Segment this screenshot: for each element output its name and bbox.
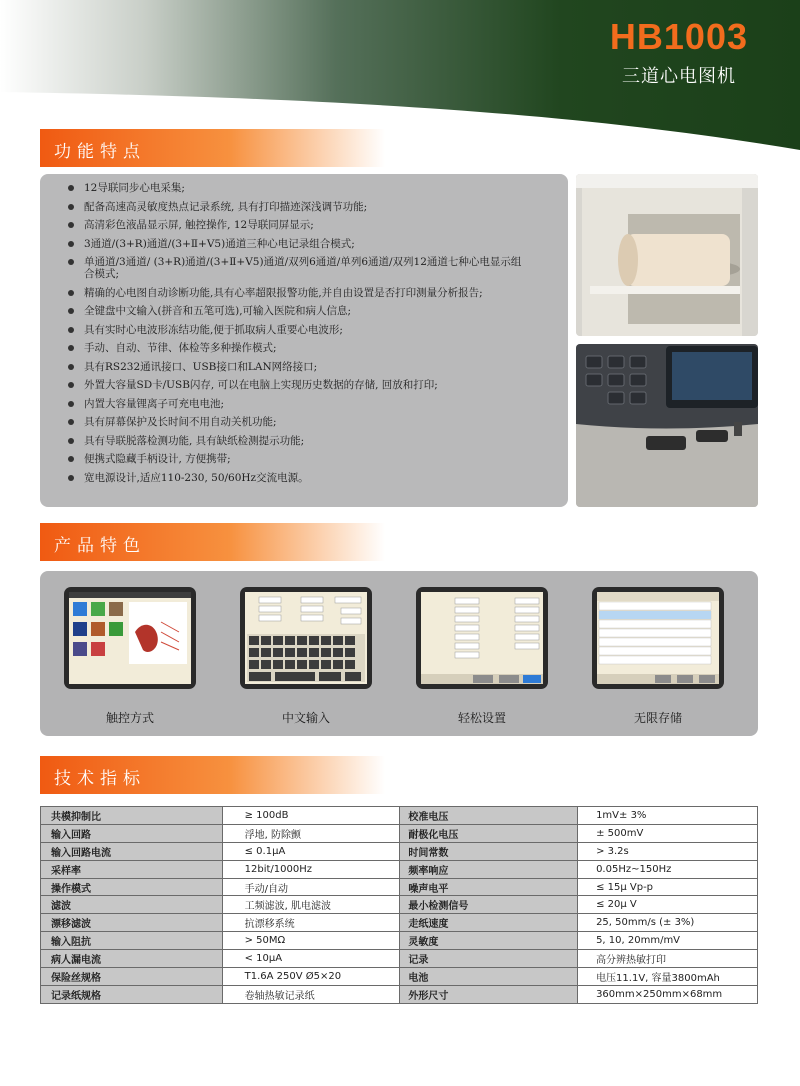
feature-item: 具有实时心电波形冻结功能,便于抓取病人重要心电波形; — [68, 324, 524, 336]
section-title: 功能特点 — [54, 142, 146, 162]
spec-value: 抗漂移系统 — [222, 914, 400, 932]
highlight-caption: 轻松设置 — [457, 711, 506, 725]
spec-label: 病人漏电流 — [41, 950, 223, 968]
spec-label: 电池 — [400, 968, 578, 986]
tablet-touch — [64, 587, 196, 689]
highlight-caption: 触控方式 — [105, 711, 154, 725]
spec-value: 360mm×250mm×68mm — [578, 985, 758, 1003]
spec-label: 耐极化电压 — [400, 824, 578, 842]
spec-table — [40, 806, 758, 1004]
spec-value: 高分辨热敏打印 — [578, 950, 758, 968]
table-row — [41, 914, 758, 932]
table-row — [41, 860, 758, 878]
feature-item: 外置大容量SD卡/USB闪存, 可以在电脑上实现历史数据的存储, 回放和打印; — [68, 379, 524, 391]
table-row — [41, 824, 758, 842]
spec-label: 校准电压 — [400, 807, 578, 825]
spec-value: 浮地, 防除颤 — [222, 824, 400, 842]
spec-label: 走纸速度 — [400, 914, 578, 932]
screen-input-ui — [245, 592, 367, 684]
spec-value: 0.05Hz~150Hz — [578, 860, 758, 878]
spec-label: 灵敏度 — [400, 932, 578, 950]
spec-value: ≥ 100dB — [222, 807, 400, 825]
screen-touch-ui — [69, 592, 191, 684]
feature-item: 全键盘中文输入(拼音和五笔可选),可输入医院和病人信息; — [68, 305, 524, 317]
product-model: HB1003 — [609, 16, 748, 57]
spec-value: ≤ 20μ V — [578, 896, 758, 914]
feature-item: 手动、自动、节律、体检等多种操作模式; — [68, 342, 524, 354]
printer-photo — [576, 174, 758, 336]
spec-value: > 3.2s — [578, 842, 758, 860]
table-row — [41, 896, 758, 914]
spec-value: 25, 50mm/s (± 3%) — [578, 914, 758, 932]
screen-setup-ui — [421, 592, 543, 684]
table-row — [41, 878, 758, 896]
highlights-panel — [40, 571, 758, 736]
spec-value: 手动/自动 — [222, 878, 400, 896]
feature-item: 具有RS232通讯接口、USB接口和LAN网络接口; — [68, 361, 524, 373]
feature-list — [40, 174, 568, 484]
spec-label: 记录 — [400, 950, 578, 968]
feature-item: 具有屏幕保护及长时间不用自动关机功能; — [68, 416, 524, 428]
spec-value: 电压11.1V, 容量3800mAh — [578, 968, 758, 986]
tablet-storage — [592, 587, 724, 689]
feature-item: 3通道/(3+R)通道/(3+Ⅱ+V5)通道三种心电记录组合模式; — [68, 238, 524, 250]
section-header-specs — [40, 756, 385, 794]
section-title: 技术指标 — [54, 769, 146, 789]
highlight-caption: 无限存储 — [633, 711, 682, 725]
spec-label: 保险丝规格 — [41, 968, 223, 986]
records-list-image — [597, 592, 719, 684]
spec-label: 滤波 — [41, 896, 223, 914]
settings-ui-image — [421, 592, 543, 684]
spec-value: 12bit/1000Hz — [222, 860, 400, 878]
screen-storage-ui — [597, 592, 719, 684]
spec-label: 外形尺寸 — [400, 985, 578, 1003]
spec-value: 工频滤波, 肌电滤波 — [222, 896, 400, 914]
feature-item: 单通道/3通道/ (3+R)通道/(3+Ⅱ+V5)通道/双列6通道/单列6通道/双列12通道七种心电显示组合模式; — [68, 256, 524, 280]
spec-label: 输入阻抗 — [41, 932, 223, 950]
highlight-caption: 中文输入 — [281, 711, 330, 725]
spec-label: 操作模式 — [41, 878, 223, 896]
spec-value: < 10μA — [222, 950, 400, 968]
spec-label: 时间常数 — [400, 842, 578, 860]
touch-ui-image — [69, 592, 191, 684]
spec-label: 漂移滤波 — [41, 914, 223, 932]
spec-value: 5, 10, 20mm/mV — [578, 932, 758, 950]
spec-label: 记录纸规格 — [41, 985, 223, 1003]
spec-label: 频率响应 — [400, 860, 578, 878]
feature-item: 精确的心电图自动诊断功能,具有心率超限报警功能,并自由设置是否打印测量分析报告; — [68, 287, 524, 299]
feature-item: 便携式隐藏手柄设计, 方便携带; — [68, 453, 524, 465]
tablet-chinese-input — [240, 587, 372, 689]
keyboard-ui-image — [245, 592, 367, 684]
table-row — [41, 968, 758, 986]
spec-value: 1mV± 3% — [578, 807, 758, 825]
spec-label: 噪声电平 — [400, 878, 578, 896]
spec-label: 共模抑制比 — [41, 807, 223, 825]
section-header-highlights — [40, 523, 385, 561]
spec-label: 输入回路电流 — [41, 842, 223, 860]
device-ports-image — [576, 344, 758, 507]
table-row — [41, 985, 758, 1003]
spec-label: 采样率 — [41, 860, 223, 878]
product-subtitle: 三道心电图机 — [622, 66, 736, 87]
tablet-easy-setup — [416, 587, 548, 689]
features-panel — [40, 174, 568, 507]
table-row — [41, 950, 758, 968]
spec-label: 最小检测信号 — [400, 896, 578, 914]
spec-value: > 50MΩ — [222, 932, 400, 950]
table-row — [41, 842, 758, 860]
feature-item: 宽电源设计,适应110-230, 50/60Hz交流电源。 — [68, 472, 524, 484]
table-row — [41, 807, 758, 825]
spec-value: ≤ 15μ Vp-p — [578, 878, 758, 896]
spec-value: 卷轴热敏记录纸 — [222, 985, 400, 1003]
section-title: 产品特色 — [54, 536, 146, 556]
section-header-features — [40, 129, 385, 167]
table-row — [41, 932, 758, 950]
spec-label: 输入回路 — [41, 824, 223, 842]
feature-item: 12导联同步心电采集; — [68, 182, 524, 194]
spec-value: T1.6A 250V Ø5×20 — [222, 968, 400, 986]
spec-value: ± 500mV — [578, 824, 758, 842]
device-panel-photo — [576, 344, 758, 507]
feature-item: 高清彩色液晶显示屏, 触控操作, 12导联同屏显示; — [68, 219, 524, 231]
paper-roll-image — [576, 174, 758, 336]
feature-item: 内置大容量锂离子可充电电池; — [68, 398, 524, 410]
feature-item: 具有导联脱落检测功能, 具有缺纸检测提示功能; — [68, 435, 524, 447]
spec-value: ≤ 0.1μA — [222, 842, 400, 860]
feature-item: 配备高速高灵敏度热点记录系统, 具有打印描迹深浅调节功能; — [68, 201, 524, 213]
